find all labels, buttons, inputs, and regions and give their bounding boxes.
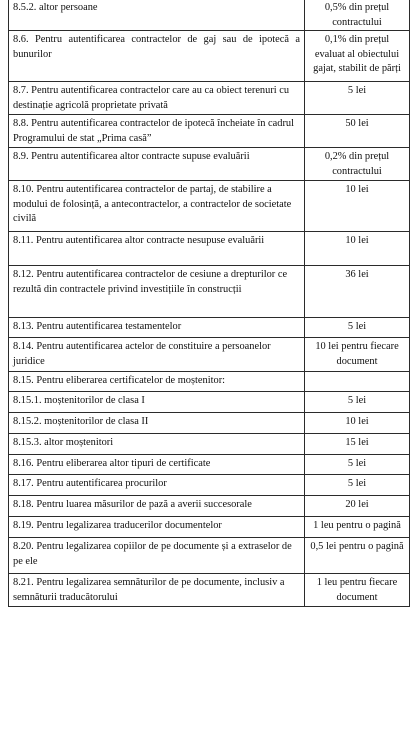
fee-description: 8.11. Pentru autentificarea altor contracte nesupuse evaluării: [9, 232, 305, 266]
fee-description: 8.5.2. altor persoane: [9, 0, 305, 31]
table-row: [9, 338, 410, 372]
fee-description: 8.17. Pentru autentificarea procurilor: [9, 475, 305, 496]
table-row: [9, 475, 410, 496]
fee-amount: 0,5% din prețul contractului: [305, 0, 410, 31]
fee-description: 8.14. Pentru autentificarea actelor de constituire a persoanelor juridice: [9, 338, 305, 372]
fee-amount: 0,2% din prețul contractului: [305, 148, 410, 181]
fee-description: 8.10. Pentru autentificarea contractelor de partaj, de stabilire a modului de folosință, a antecontractelor, a contractelor de societate civilă: [9, 181, 305, 232]
table-row: [9, 372, 410, 392]
table-row: [9, 318, 410, 338]
table-row: [9, 413, 410, 434]
fee-amount: 0,5 lei pentru o pagină: [305, 538, 410, 574]
fee-table: [8, 0, 410, 607]
fee-amount: 15 lei: [305, 434, 410, 455]
table-row: [9, 538, 410, 574]
fee-description: 8.8. Pentru autentificarea contractelor de ipotecă încheiate în cadrul Programului de stat „Prima casă”: [9, 115, 305, 148]
fee-amount: [305, 372, 410, 392]
fee-amount: 5 lei: [305, 318, 410, 338]
fee-description: 8.16. Pentru eliberarea altor tipuri de certificate: [9, 455, 305, 475]
fee-amount: 10 lei: [305, 232, 410, 266]
fee-amount: 10 lei: [305, 413, 410, 434]
fee-amount: 5 lei: [305, 392, 410, 413]
table-row: [9, 517, 410, 538]
fee-amount: 5 lei: [305, 455, 410, 475]
fee-description: 8.13. Pentru autentificarea testamentelor: [9, 318, 305, 338]
fee-description: 8.15.2. moștenitorilor de clasa II: [9, 413, 305, 434]
table-row: [9, 455, 410, 475]
fee-description: 8.15.1. moștenitorilor de clasa I: [9, 392, 305, 413]
fee-table-body: [9, 0, 410, 607]
fee-description: 8.12. Pentru autentificarea contractelor de cesiune a drepturilor ce rezultă din contractele privind investițiile în construcții: [9, 266, 305, 318]
fee-description: 8.21. Pentru legalizarea semnăturilor de pe documente, inclusiv a semnăturii traducătorului: [9, 574, 305, 607]
table-row: [9, 0, 410, 31]
fee-amount: 1 leu pentru fiecare document: [305, 574, 410, 607]
table-row: [9, 82, 410, 115]
fee-amount: 0,1% din prețul evaluat al obiectului gajat, stabilit de părți: [305, 31, 410, 82]
fee-description: 8.19. Pentru legalizarea traducerilor documentelor: [9, 517, 305, 538]
fee-amount: 20 lei: [305, 496, 410, 517]
fee-description: 8.18. Pentru luarea măsurilor de pază a averii succesorale: [9, 496, 305, 517]
fee-description: 8.9. Pentru autentificarea altor contracte supuse evaluării: [9, 148, 305, 181]
table-row: [9, 115, 410, 148]
table-row: [9, 232, 410, 266]
table-row: [9, 392, 410, 413]
fee-description: 8.15.3. altor moștenitori: [9, 434, 305, 455]
fee-amount: 10 lei pentru fiecare document: [305, 338, 410, 372]
table-row: [9, 574, 410, 607]
fee-amount: 5 lei: [305, 82, 410, 115]
fee-description: 8.7. Pentru autentificarea contractelor care au ca obiect terenuri cu destinație agricolă proprietate privată: [9, 82, 305, 115]
table-row: [9, 496, 410, 517]
fee-amount: 5 lei: [305, 475, 410, 496]
fee-description: 8.15. Pentru eliberarea certificatelor de moștenitor:: [9, 372, 305, 392]
fee-description: 8.6. Pentru autentificarea contractelor de gaj sau de ipotecă a bunurilor: [9, 31, 305, 82]
table-row: [9, 31, 410, 82]
table-row: [9, 148, 410, 181]
fee-amount: 50 lei: [305, 115, 410, 148]
table-row: [9, 434, 410, 455]
table-row: [9, 266, 410, 318]
fee-amount: 1 leu pentru o pagină: [305, 517, 410, 538]
fee-amount: 36 lei: [305, 266, 410, 318]
fee-description: 8.20. Pentru legalizarea copiilor de pe documente și a extraselor de pe ele: [9, 538, 305, 574]
fee-amount: 10 lei: [305, 181, 410, 232]
table-row: [9, 181, 410, 232]
